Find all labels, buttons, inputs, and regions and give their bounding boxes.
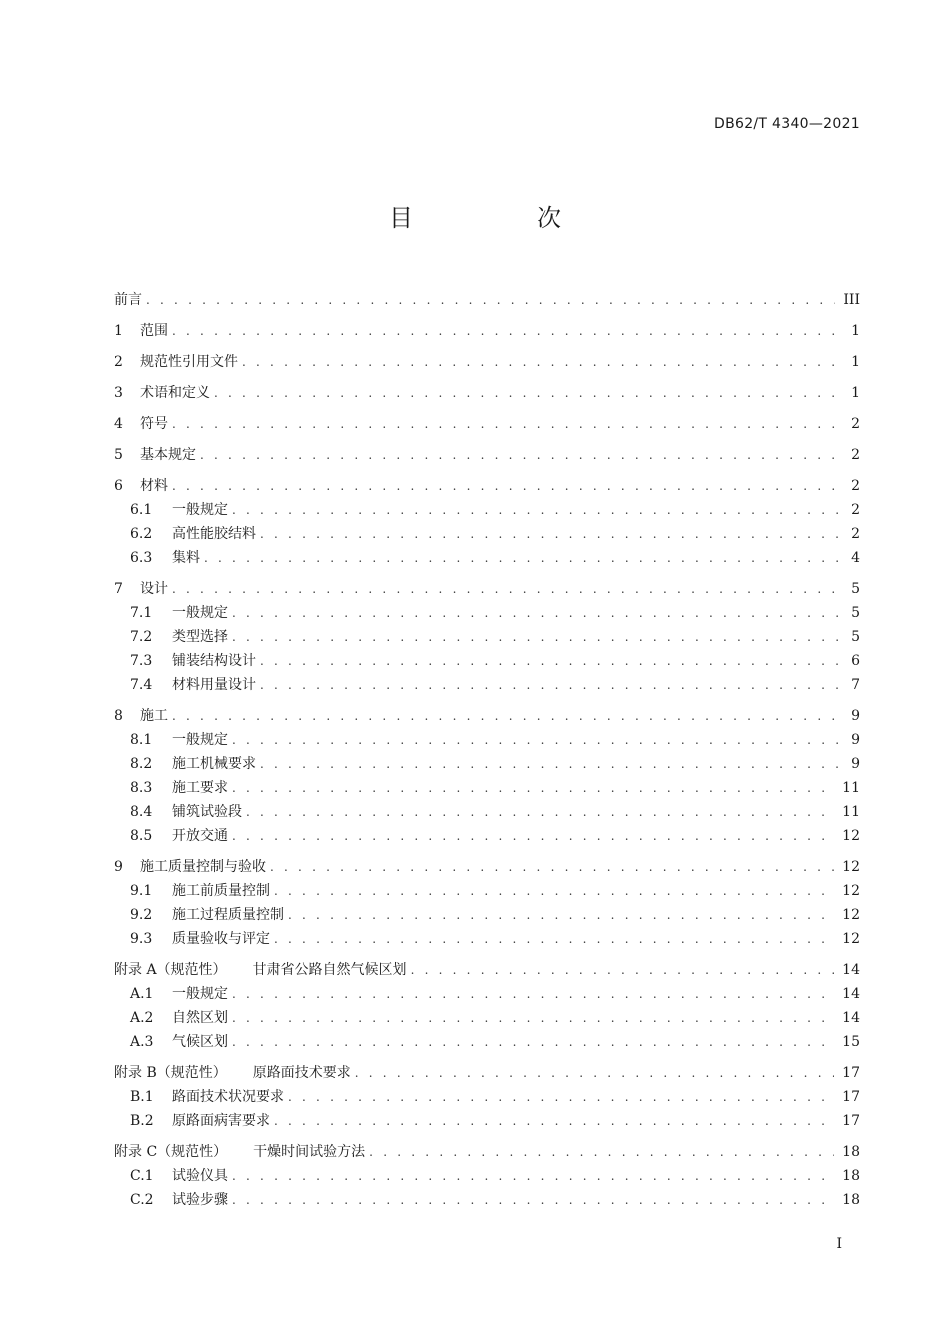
- toc-entry-label: 开放交通: [172, 828, 228, 844]
- toc-entry-page: 5: [851, 581, 860, 597]
- toc-dot-leader: [232, 601, 838, 625]
- toc-entry-page: 15: [842, 1034, 860, 1050]
- toc-dot-leader: [260, 752, 838, 776]
- toc-dot-leader: [270, 855, 834, 879]
- toc-entry-page: 17: [842, 1065, 860, 1081]
- toc-entry-number: 3: [114, 385, 123, 401]
- toc-entry-number: 2: [114, 354, 123, 370]
- toc-dot-leader: [232, 982, 834, 1006]
- toc-dot-leader: [172, 577, 838, 601]
- toc-entry[interactable]: [114, 673, 860, 697]
- toc-entry[interactable]: [114, 1188, 860, 1212]
- toc-dot-leader: [232, 1188, 834, 1212]
- toc-entry-number: 附录 C（规范性）: [114, 1144, 228, 1160]
- toc-entry[interactable]: [114, 412, 860, 436]
- toc-entry[interactable]: [114, 776, 860, 800]
- toc-entry[interactable]: [114, 927, 860, 951]
- toc-entry-number: 6.1: [130, 502, 153, 518]
- toc-entry-page: 14: [842, 1010, 860, 1026]
- toc-entry-label: 材料: [140, 478, 168, 494]
- toc-entry-number: 1: [114, 323, 123, 339]
- toc-entry-number: 8.5: [130, 828, 153, 844]
- toc-entry[interactable]: [114, 350, 860, 374]
- toc-entry-number: 8.2: [130, 756, 153, 772]
- toc-entry[interactable]: [114, 879, 860, 903]
- toc-entry-page: 17: [842, 1113, 860, 1129]
- toc-entry[interactable]: [114, 1061, 860, 1085]
- toc-entry[interactable]: [114, 522, 860, 546]
- toc-entry-number: B.1: [130, 1089, 154, 1105]
- toc-entry-label: 符号: [140, 416, 168, 432]
- toc-entry-page: 1: [851, 323, 860, 339]
- toc-entry[interactable]: [114, 704, 860, 728]
- toc-entry[interactable]: [114, 498, 860, 522]
- toc-entry-number: 7.4: [130, 677, 153, 693]
- toc-entry[interactable]: [114, 728, 860, 752]
- toc-entry-label: 施工机械要求: [172, 756, 256, 772]
- toc-entry-label: 甘肃省公路自然气候区划: [252, 962, 407, 978]
- toc-entry-number: 附录 A（规范性）: [114, 962, 227, 978]
- toc-entry-number: 7.2: [130, 629, 153, 645]
- toc-entry-number: 8.1: [130, 732, 153, 748]
- toc-entry-label: 试验步骤: [172, 1192, 228, 1208]
- toc-entry-page: 12: [842, 883, 860, 899]
- toc-entry-page: 5: [851, 605, 860, 621]
- toc-dot-leader: [369, 1140, 834, 1164]
- toc-dot-leader: [246, 800, 834, 824]
- toc-entry-number: 6: [114, 478, 123, 494]
- toc-entry-page: 4: [851, 550, 860, 566]
- toc-entry-label: 前言: [114, 292, 142, 308]
- toc-entry[interactable]: [114, 649, 860, 673]
- toc-entry-page: 1: [851, 385, 860, 401]
- toc-entry-page: 18: [842, 1192, 860, 1208]
- toc-entry-number: 9: [114, 859, 123, 875]
- page-title: 目 次: [389, 204, 611, 232]
- toc-entry-page: 2: [851, 416, 860, 432]
- toc-entry-page: 14: [842, 962, 860, 978]
- page-number: I: [836, 1236, 842, 1252]
- toc-entry-number: 8.3: [130, 780, 153, 796]
- toc-dot-leader: [172, 474, 838, 498]
- toc-entry-number: C.2: [130, 1192, 154, 1208]
- toc-entry-page: 6: [851, 653, 860, 669]
- toc-entry-page: 2: [851, 526, 860, 542]
- toc-entry-label: 施工质量控制与验收: [140, 859, 266, 875]
- toc-entry-page: 18: [842, 1168, 860, 1184]
- toc-entry-number: A.2: [130, 1010, 154, 1026]
- toc-entry[interactable]: [114, 1085, 860, 1109]
- toc-entry[interactable]: [114, 288, 860, 312]
- toc-entry-number: 8.4: [130, 804, 153, 820]
- toc-dot-leader: [288, 1085, 834, 1109]
- toc-entry-number: B.2: [130, 1113, 154, 1129]
- toc-entry[interactable]: [114, 474, 860, 498]
- toc-entry-label: 自然区划: [172, 1010, 228, 1026]
- toc-entry[interactable]: [114, 958, 860, 982]
- toc-entry-label: 术语和定义: [140, 385, 210, 401]
- toc-entry[interactable]: [114, 800, 860, 824]
- toc-entry[interactable]: [114, 601, 860, 625]
- toc-entry-page: 2: [851, 447, 860, 463]
- toc-entry-page: 1: [851, 354, 860, 370]
- toc-entry[interactable]: [114, 824, 860, 848]
- toc-dot-leader: [200, 443, 838, 467]
- toc-entry-page: 2: [851, 478, 860, 494]
- toc-entry[interactable]: [114, 1164, 860, 1188]
- toc-dot-leader: [355, 1061, 834, 1085]
- toc-entry-number: 7.1: [130, 605, 153, 621]
- toc-entry-number: 7.3: [130, 653, 153, 669]
- toc-entry[interactable]: [114, 752, 860, 776]
- toc-entry-page: 12: [842, 907, 860, 923]
- toc-dot-leader: [242, 350, 838, 374]
- toc-entry-page: 14: [842, 986, 860, 1002]
- toc-dot-leader: [260, 649, 838, 673]
- table-of-contents: [114, 288, 860, 1212]
- toc-entry[interactable]: [114, 577, 860, 601]
- toc-entry-page: 11: [842, 804, 860, 820]
- toc-dot-leader: [232, 1164, 834, 1188]
- toc-dot-leader: [274, 1109, 834, 1133]
- toc-entry-page: III: [843, 292, 860, 308]
- toc-entry-label: 规范性引用文件: [140, 354, 238, 370]
- toc-entry[interactable]: [114, 625, 860, 649]
- toc-entry[interactable]: [114, 1109, 860, 1133]
- toc-entry[interactable]: [114, 443, 860, 467]
- toc-entry-label: 铺筑试验段: [172, 804, 242, 820]
- toc-entry-label: 一般规定: [172, 502, 228, 518]
- toc-entry-page: 18: [842, 1144, 860, 1160]
- toc-entry-page: 5: [851, 629, 860, 645]
- toc-entry-label: 一般规定: [172, 732, 228, 748]
- toc-entry[interactable]: [114, 546, 860, 570]
- toc-dot-leader: [232, 824, 834, 848]
- toc-entry-label: 试验仪具: [172, 1168, 228, 1184]
- toc-entry-number: 附录 B（规范性）: [114, 1065, 227, 1081]
- toc-entry-number: 6.2: [130, 526, 153, 542]
- toc-dot-leader: [260, 522, 838, 546]
- toc-entry-page: 12: [842, 828, 860, 844]
- toc-entry[interactable]: [114, 319, 860, 343]
- toc-dot-leader: [172, 704, 838, 728]
- toc-entry-label: 一般规定: [172, 605, 228, 621]
- toc-entry[interactable]: [114, 1030, 860, 1054]
- toc-entry-label: 原路面技术要求: [252, 1065, 351, 1081]
- toc-entry-label: 原路面病害要求: [172, 1113, 270, 1129]
- toc-entry[interactable]: [114, 1140, 860, 1164]
- toc-entry-label: 施工前质量控制: [172, 883, 270, 899]
- toc-entry-label: 材料用量设计: [172, 677, 256, 693]
- toc-entry-number: 9.3: [130, 931, 153, 947]
- toc-entry-label: 施工: [140, 708, 168, 724]
- toc-entry-page: 17: [842, 1089, 860, 1105]
- toc-entry-label: 设计: [140, 581, 168, 597]
- toc-entry-label: 质量验收与评定: [172, 931, 270, 947]
- toc-entry-number: C.1: [130, 1168, 154, 1184]
- toc-entry[interactable]: [114, 381, 860, 405]
- toc-entry-number: 4: [114, 416, 123, 432]
- toc-dot-leader: [204, 546, 838, 570]
- toc-entry-label: 干燥时间试验方法: [253, 1144, 366, 1160]
- toc-entry-label: 高性能胶结料: [172, 526, 256, 542]
- toc-dot-leader: [214, 381, 838, 405]
- toc-entry-page: 9: [851, 708, 860, 724]
- toc-entry-page: 9: [851, 732, 860, 748]
- toc-entry-label: 路面技术状况要求: [172, 1089, 284, 1105]
- toc-dot-leader: [274, 879, 834, 903]
- toc-entry-page: 12: [842, 931, 860, 947]
- toc-dot-leader: [172, 319, 838, 343]
- toc-dot-leader: [146, 288, 835, 312]
- toc-entry-label: 范围: [140, 323, 168, 339]
- toc-entry-label: 施工要求: [172, 780, 228, 796]
- toc-entry-number: 6.3: [130, 550, 153, 566]
- toc-entry-page: 2: [851, 502, 860, 518]
- toc-entry[interactable]: [114, 855, 860, 879]
- toc-dot-leader: [288, 903, 834, 927]
- toc-dot-leader: [260, 673, 838, 697]
- toc-dot-leader: [232, 1006, 834, 1030]
- toc-dot-leader: [232, 625, 838, 649]
- document-code: DB62/T 4340—2021: [714, 116, 860, 132]
- toc-entry-number: 8: [114, 708, 123, 724]
- toc-entry-number: 9.2: [130, 907, 153, 923]
- toc-dot-leader: [274, 927, 834, 951]
- toc-entry-label: 类型选择: [172, 629, 228, 645]
- toc-dot-leader: [411, 958, 835, 982]
- toc-entry-label: 施工过程质量控制: [172, 907, 284, 923]
- toc-entry-label: 基本规定: [140, 447, 196, 463]
- toc-dot-leader: [232, 776, 834, 800]
- toc-entry-number: A.3: [130, 1034, 154, 1050]
- toc-dot-leader: [232, 728, 838, 752]
- toc-entry-number: A.1: [130, 986, 154, 1002]
- toc-entry[interactable]: [114, 982, 860, 1006]
- toc-entry-number: 7: [114, 581, 123, 597]
- toc-entry-number: 9.1: [130, 883, 153, 899]
- toc-entry-label: 集料: [172, 550, 200, 566]
- toc-entry-page: 9: [851, 756, 860, 772]
- toc-entry-label: 气候区划: [172, 1034, 228, 1050]
- toc-dot-leader: [232, 498, 838, 522]
- toc-entry-page: 11: [842, 780, 860, 796]
- toc-dot-leader: [232, 1030, 834, 1054]
- toc-entry[interactable]: [114, 903, 860, 927]
- toc-entry-label: 一般规定: [172, 986, 228, 1002]
- toc-entry-page: 7: [851, 677, 860, 693]
- toc-entry-number: 5: [114, 447, 123, 463]
- toc-entry-page: 12: [842, 859, 860, 875]
- toc-entry[interactable]: [114, 1006, 860, 1030]
- toc-dot-leader: [172, 412, 838, 436]
- toc-entry-label: 铺装结构设计: [172, 653, 256, 669]
